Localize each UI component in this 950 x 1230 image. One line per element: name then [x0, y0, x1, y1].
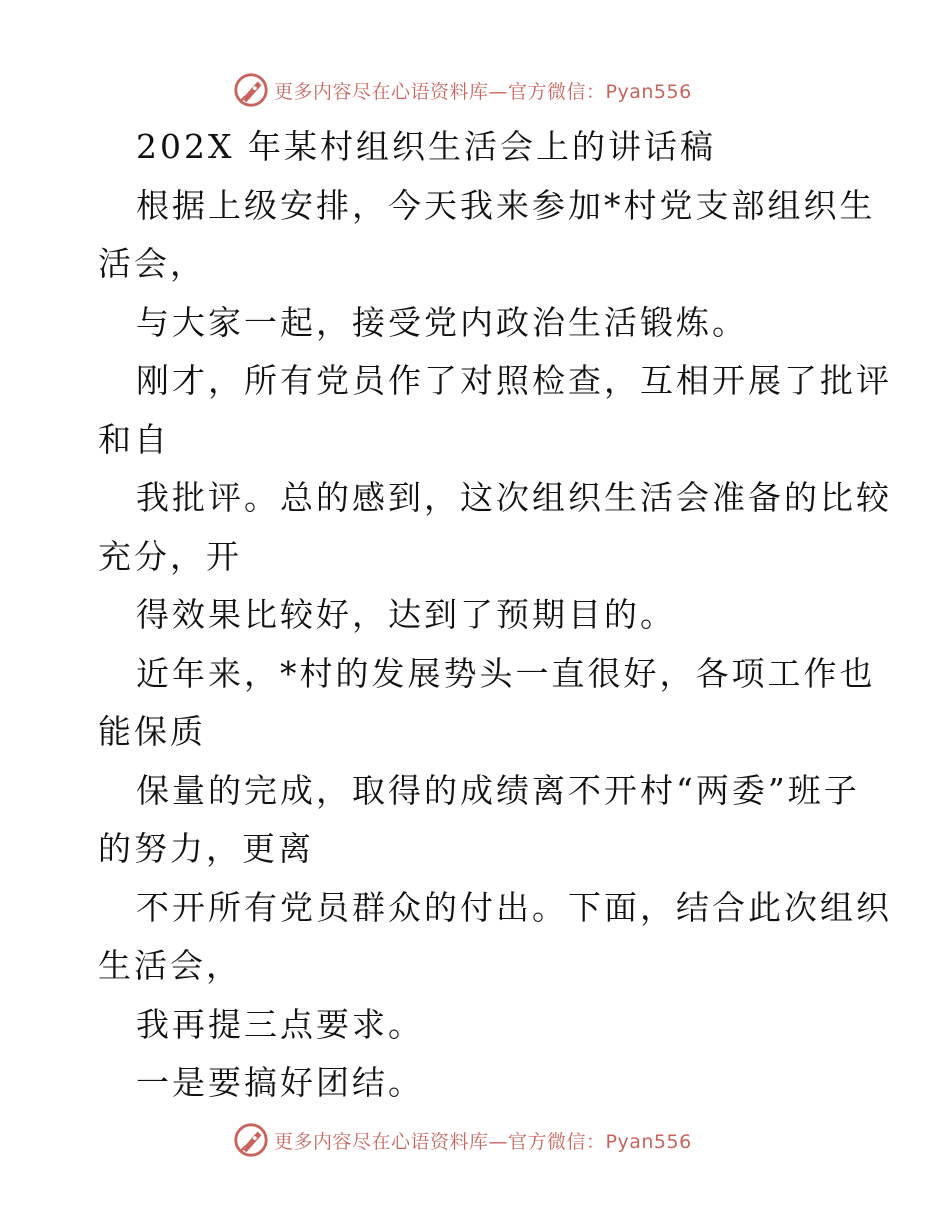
paragraph-line: 保量的完成，取得的成绩离不开村“两委”班子: [136, 770, 860, 810]
pen-nib-logo-icon: [232, 1121, 270, 1159]
document-title: 202X 年某村组织生活会上的讲话稿: [136, 127, 716, 166]
paragraph-line: 我批评。总的感到，这次组织生活会准备的比较: [136, 478, 892, 517]
header-banner: [232, 70, 752, 110]
paragraph-line: 得效果比较好，达到了预期目的。: [136, 595, 676, 634]
pen-nib-logo-icon: [232, 71, 270, 109]
header-banner-text: 更多内容尽在心语资料库—官方微信：Pyan556: [274, 80, 692, 103]
paragraph-line: 与大家一起，接受党内政治生活锻炼。: [136, 302, 748, 342]
paragraph-line: 和自: [98, 419, 170, 459]
footer-banner-text: 更多内容尽在心语资料库—官方微信：Pyan556: [274, 1130, 692, 1153]
document-body: [98, 118, 892, 1113]
paragraph-line: 生活会，: [98, 946, 242, 985]
paragraph-line: 活会，: [98, 244, 206, 283]
paragraph-line: 我再提三点要求。: [136, 1004, 424, 1044]
paragraph-line: 近年来，*村的发展势头一直很好，各项工作也: [136, 653, 876, 693]
footer-banner: [232, 1120, 752, 1160]
paragraph-line: 能保质: [98, 712, 206, 751]
paragraph-line: 一是要搞好团结。: [136, 1063, 424, 1102]
paragraph-line: 不开所有党员群众的付出。下面，结合此次组织: [136, 887, 892, 927]
paragraph-line: 充分，开: [98, 536, 242, 576]
paragraph-line: 的努力，更离: [98, 829, 314, 868]
paragraph-line: 刚才，所有党员作了对照检查，互相开展了批评: [136, 361, 892, 400]
paragraph-line: 根据上级安排，今天我来参加*村党支部组织生: [136, 185, 876, 225]
